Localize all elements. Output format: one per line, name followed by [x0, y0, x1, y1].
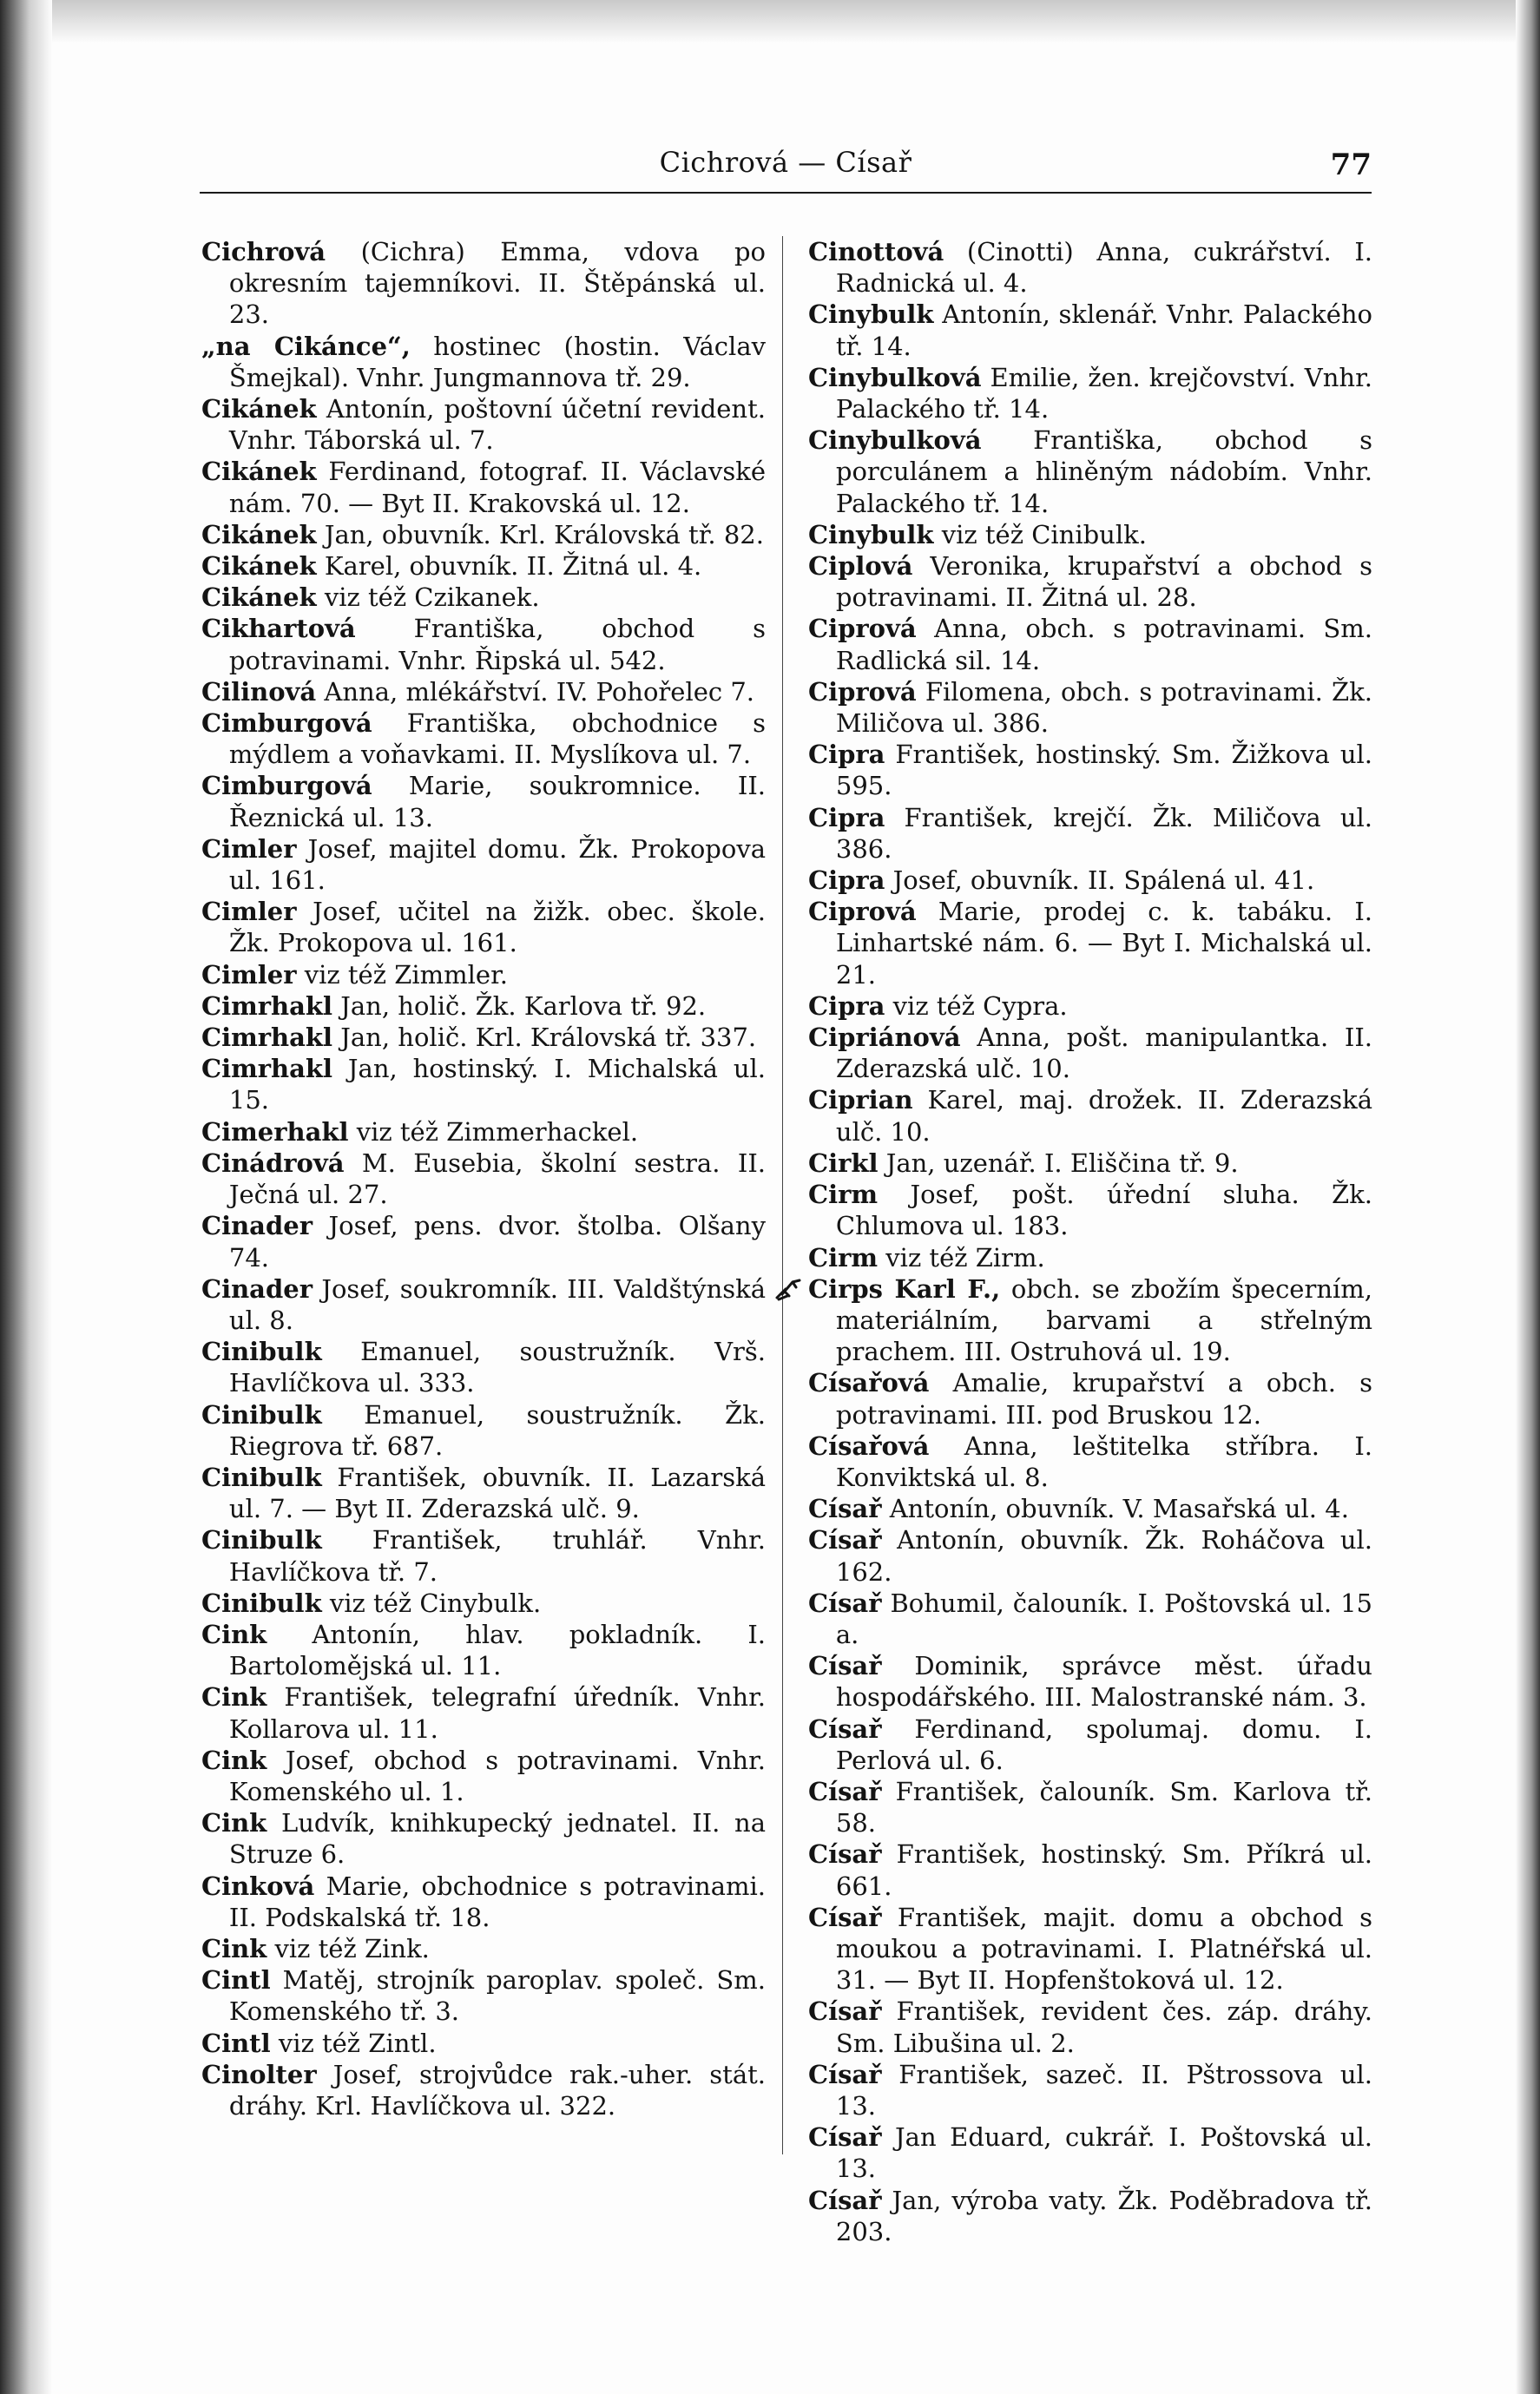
entry-details: hostinec (hostin. Václav Šmejkal). Vnhr. Jungmannova tř. 29. [228, 331, 766, 392]
entry-name: Císař [808, 1839, 882, 1870]
entry-name: Cirkl [808, 1148, 879, 1178]
entry-name: Cinybulk [808, 299, 934, 330]
entry-name: Cimler [201, 833, 297, 864]
entry-details: Josef, pošt. úřední sluha. Žk. Chlumova ul. 183. [835, 1180, 1372, 1241]
directory-entry [808, 2121, 1372, 2184]
entry-name: Cikánek [201, 394, 317, 424]
entry-name: Cikánek [201, 457, 317, 487]
directory-entry [808, 2059, 1372, 2121]
entry-name: Cimrhakl [201, 1054, 333, 1084]
entry-name: Cinybulk [808, 519, 934, 549]
directory-entry [201, 1619, 766, 1681]
entry-name: Cimler [201, 897, 297, 927]
directory-entry [808, 1430, 1372, 1493]
entry-name: Císař [808, 1776, 882, 1806]
entry-name: Císař [808, 1996, 882, 2027]
entry-details: obch. se zbožím špecerním, materiálním, barvami a střelným prachem. III. Ostruhová ul. 19. [835, 1273, 1373, 1367]
entry-details: viz též Zimmler. [296, 959, 508, 990]
entry-name: Cipra [808, 865, 885, 896]
entry-name: „na Cikánce“, [201, 331, 411, 361]
entry-details: František, čalouník. Sm. Karlova tř. 58. [835, 1776, 1372, 1838]
directory-entry [808, 1713, 1372, 1776]
entry-name: Cinader [201, 1211, 313, 1241]
directory-entry [201, 236, 766, 331]
directory-entry [201, 393, 766, 456]
entry-details: Anna, leštitelka stříbra. I. Konviktská ul. 8. [835, 1430, 1372, 1492]
entry-details: viz též Cinibulk. [933, 519, 1147, 549]
directory-entry [808, 896, 1372, 990]
entry-details: František, obuvník. II. Lazarská ul. 7. — Byt II. Zderazská ulč. 9. [228, 1462, 766, 1524]
entry-details: Karel, maj. drožek. II. Zderazská ulč. 10. [835, 1085, 1372, 1147]
directory-entry [201, 676, 766, 707]
entry-details: Josef, učitel na žižk. obec. škole. Žk. Prokopova ul. 161. [228, 897, 766, 958]
directory-entry [201, 1116, 766, 1148]
directory-entry [201, 1524, 766, 1587]
entry-details: Veronika, krupařství a obchod s potravinami. II. Žitná ul. 28. [835, 551, 1372, 613]
entry-details: Anna, obch. s potravinami. Sm. Radlická sil. 14. [835, 614, 1372, 675]
entry-name: Cikánek [201, 582, 317, 613]
entry-name: Ciprová [808, 676, 917, 707]
directory-entry [808, 299, 1372, 361]
directory-entry [808, 1996, 1372, 2058]
entry-details: Josef, majitel domu. Žk. Prokopova ul. 161. [228, 833, 766, 896]
entry-name: Cirps Karl F., [808, 1273, 1001, 1304]
entry-name: Cimler [201, 959, 297, 990]
entry-name: Císař [808, 1494, 882, 1524]
directory-entry [201, 1588, 766, 1619]
entry-name: Cirm [808, 1180, 879, 1210]
entry-details: Ludvík, knihkupecký jednatel. II. na Struze 6. [228, 1808, 766, 1870]
entry-details: František, truhlář. Vnhr. Havlíčkova tř. 7. [228, 1525, 766, 1587]
entry-name: Cimrhakl [201, 990, 333, 1021]
entry-name: Ciprian [808, 1085, 913, 1115]
entry-details: Karel, obuvník. II. Žitná ul. 4. [316, 551, 702, 582]
entry-details: viz též Czikanek. [316, 582, 540, 613]
entry-details: František, hostinský. Sm. Příkrá ul. 661. [835, 1839, 1372, 1901]
directory-entry [201, 1336, 766, 1398]
entry-name: Cink [201, 1619, 267, 1649]
directory-entry [808, 519, 1372, 550]
entry-details: (Cinotti) Anna, cukrářství. I. Radnická ul. 4. [835, 237, 1372, 299]
entry-details: František, revident čes. záp. dráhy. Sm. Libušina ul. 2. [835, 1996, 1372, 2058]
directory-entry [808, 1242, 1372, 1273]
entry-name: Cipra [808, 740, 885, 770]
directory-entry [808, 1022, 1372, 1084]
entry-name: Cinibulk [201, 1462, 322, 1492]
directory-entry [201, 331, 766, 393]
entry-details: viz též Cinybulk. [321, 1588, 542, 1618]
entry-name: Císař [808, 1525, 882, 1555]
entry-name: Cinybulková [808, 425, 982, 456]
entry-details: Emanuel, soustružník. Vrš. Havlíčkova ul. 333. [228, 1337, 766, 1398]
entry-name: Císař [808, 1713, 882, 1744]
directory-entry [201, 707, 766, 770]
entry-name: Cinader [201, 1273, 313, 1304]
directory-entry [808, 236, 1372, 299]
scan-shadow-right [1516, 0, 1540, 2394]
entry-name: Cink [201, 1808, 267, 1838]
entry-details: Jan, holič. Žk. Karlova tř. 92. [332, 990, 707, 1021]
entry-name: Císař [808, 1902, 882, 1932]
entry-name: Císařová [808, 1430, 930, 1461]
entry-details: František, telegrafní úředník. Vnhr. Kollarova ul. 11. [228, 1682, 766, 1744]
entry-details: Matěj, strojník paroplav. společ. Sm. Komenského tř. 3. [228, 1965, 766, 2027]
entry-name: Císař [808, 1588, 882, 1618]
directory-entry [201, 550, 766, 582]
directory-entry [808, 2185, 1372, 2247]
entry-details: Jan, hostinský. I. Michalská ul. 15. [228, 1054, 766, 1115]
directory-entry [201, 833, 766, 896]
directory-entry [201, 1807, 766, 1870]
entry-details: viz též Cypra. [885, 990, 1068, 1021]
directory-entry [201, 1871, 766, 1933]
entry-details: Anna, mlékářství. IV. Pohořelec 7. [316, 676, 755, 707]
entry-name: Cilinová [201, 676, 317, 707]
entry-details: Ferdinand, spolumaj. domu. I. Perlová ul. 6. [835, 1713, 1372, 1775]
entry-name: Ciplová [808, 551, 913, 582]
entry-name: Císař [808, 2185, 882, 2215]
entry-details: Františka, obchod s potravinami. Vnhr. Řipská ul. 542. [228, 614, 766, 675]
entry-details: Emilie, žen. krejčovství. Vnhr. Palackého tř. 14. [835, 362, 1372, 424]
entry-details: Anna, pošt. manipulantka. II. Zderazská ulč. 10. [835, 1023, 1372, 1084]
entry-name: Cimburgová [201, 708, 372, 739]
directory-entry [808, 739, 1372, 801]
entry-details: Antonín, obuvník. V. Masařská ul. 4. [881, 1494, 1349, 1524]
entry-details: (Cichra) Emma, vdova po okresním tajemníkovi. II. Štěpánská ul. 23. [228, 237, 766, 330]
entry-name: Císařová [808, 1368, 930, 1398]
entry-details: Josef, strojvůdce rak.-uher. stát. dráhy. Krl. Havlíčkova ul. 322. [228, 2059, 766, 2121]
directory-entry [201, 1964, 766, 2027]
entry-name: Cinádrová [201, 1148, 345, 1178]
entry-name: Cimburgová [201, 771, 372, 801]
entry-details: viz též Zintl. [270, 2028, 437, 2058]
directory-entry [201, 519, 766, 550]
directory-entry [808, 424, 1372, 519]
entry-name: Cimrhakl [201, 1023, 333, 1053]
entry-details: Bohumil, čalouník. I. Poštovská ul. 15 a. [835, 1588, 1372, 1649]
entry-details: viz též Zirm. [878, 1242, 1045, 1273]
directory-entry [201, 1053, 766, 1115]
entry-details: Jan, holič. Krl. Královská tř. 337. [332, 1023, 757, 1053]
entry-name: Cipriánová [808, 1023, 961, 1053]
directory-entry [201, 613, 766, 675]
page-header [200, 146, 1372, 194]
entry-name: Císař [808, 2059, 882, 2089]
entry-details: Josef, pens. dvor. štolba. Olšany 74. [228, 1211, 766, 1273]
scan-shadow-left [0, 0, 52, 2394]
entry-name: Cipra [808, 990, 885, 1021]
entry-details: Františka, obchod s porculánem a hliněným nádobím. Vnhr. Palackého tř. 14. [835, 425, 1372, 518]
column-divider [782, 236, 783, 2154]
entry-name: Cikánek [201, 551, 317, 582]
page-number: 77 [1330, 148, 1372, 182]
entry-details: Ferdinand, fotograf. II. Václavské nám. 70. — Byt II. Krakovská ul. 12. [228, 457, 766, 518]
right-column [808, 236, 1372, 2247]
directory-entry [201, 1399, 766, 1462]
entry-name: Cinibulk [201, 1525, 322, 1555]
entry-name: Cichrová [201, 237, 326, 266]
scan-shadow-top [0, 0, 1540, 43]
directory-entry [201, 896, 766, 958]
entry-name: Cimerhakl [201, 1116, 349, 1147]
entry-details: Marie, soukromnice. II. Řeznická ul. 13. [228, 771, 766, 832]
directory-entry [808, 990, 1372, 1022]
entry-details: František, krejčí. Žk. Miličova ul. 386. [835, 802, 1372, 864]
entry-name: Cintl [201, 2028, 271, 2058]
directory-entry [808, 613, 1372, 675]
entry-name: Cinibulk [201, 1588, 322, 1618]
directory-entry [201, 2028, 766, 2059]
directory-entry [808, 1179, 1372, 1241]
entry-name: Cikhartová [201, 614, 356, 644]
directory-entry [201, 990, 766, 1022]
entry-details: Jan, obuvník. Krl. Královská tř. 82. [316, 519, 764, 549]
directory-entry [808, 1493, 1372, 1524]
entry-name: Cinibulk [201, 1399, 322, 1430]
entry-name: Cink [201, 1745, 267, 1775]
entry-name: Cinková [201, 1871, 315, 1901]
entry-details: Františka, obchodnice s mýdlem a voňavkami. II. Myslíkova ul. 7. [228, 708, 766, 770]
entry-details: Antonín, hlav. pokladník. I. Bartolomějská ul. 11. [228, 1619, 766, 1681]
entry-details: Antonín, poštovní účetní revident. Vnhr. Táborská ul. 7. [228, 394, 766, 456]
left-column [201, 236, 766, 2121]
entry-details: Josef, soukromník. III. Valdštýnská ul. 8. [228, 1273, 766, 1335]
directory-entry [808, 1588, 1372, 1650]
directory-entry [201, 1745, 766, 1807]
entry-name: Cipra [808, 802, 885, 832]
entry-name: Cinottová [808, 237, 944, 266]
entry-details: Emanuel, soustružník. Žk. Riegrova tř. 687. [228, 1399, 766, 1461]
directory-entry [201, 456, 766, 518]
directory-entry [808, 1148, 1372, 1179]
entry-details: Dominik, správce měst. úřadu hospodářského. III. Malostranské nám. 3. [835, 1651, 1372, 1713]
entry-details: Josef, obchod s potravinami. Vnhr. Komenského ul. 1. [228, 1745, 766, 1806]
directory-entry [201, 2059, 766, 2121]
entry-details: Marie, obchodnice s potravinami. II. Podskalská tř. 18. [228, 1871, 766, 1932]
directory-entry [808, 362, 1372, 424]
entry-name: Ciprová [808, 897, 917, 927]
directory-entry [808, 1650, 1372, 1713]
pointing-hand-icon [773, 1277, 805, 1301]
directory-entry [808, 1084, 1372, 1147]
directory-entry [808, 802, 1372, 865]
directory-entry [201, 770, 766, 832]
entry-name: Cintl [201, 1965, 271, 1996]
entry-details: Antonín, sklenář. Vnhr. Palackého tř. 14. [835, 299, 1372, 361]
entry-details: Jan, výroba vaty. Žk. Poděbradova tř. 203. [835, 2185, 1372, 2246]
entry-details: viz též Zimmerhackel. [348, 1116, 639, 1147]
directory-entry [808, 1524, 1372, 1587]
entry-name: Cinybulková [808, 362, 982, 392]
directory-entry [201, 1148, 766, 1210]
directory-entry [808, 550, 1372, 613]
directory-entry [201, 1462, 766, 1524]
entry-details: Jan, uzenář. I. Eliščina tř. 9. [878, 1148, 1239, 1178]
entry-name: Cinolter [201, 2059, 317, 2089]
entry-name: Císař [808, 1651, 882, 1681]
entry-details: viz též Zink. [267, 1933, 430, 1963]
entry-details: Filomena, obch. s potravinami. Žk. Miličova ul. 386. [835, 676, 1372, 739]
entry-details: Josef, obuvník. II. Spálená ul. 41. [885, 865, 1315, 896]
entry-details: Amalie, krupařství a obch. s potravinami. III. pod Bruskou 12. [835, 1368, 1372, 1430]
directory-entry [808, 1902, 1372, 1996]
entry-name: Cink [201, 1933, 267, 1963]
header-rule [200, 192, 1372, 194]
directory-entry [201, 959, 766, 990]
directory-entry [201, 1273, 766, 1336]
entry-name: Císař [808, 2122, 882, 2153]
directory-entry [808, 1776, 1372, 1838]
directory-entry [201, 1933, 766, 1964]
directory-entry [201, 1681, 766, 1744]
directory-entry [808, 1367, 1372, 1430]
directory-entry [201, 1210, 766, 1273]
running-title: Cichrová — Císař [659, 146, 912, 179]
directory-entry [808, 1838, 1372, 1901]
entry-name: Cinibulk [201, 1337, 322, 1367]
entry-details: František, sazeč. II. Pštrossova ul. 13. [835, 2059, 1372, 2121]
entry-name: Cikánek [201, 519, 317, 549]
directory-entry [808, 865, 1372, 896]
entry-details: Jan Eduard, cukrář. I. Poštovská ul. 13. [835, 2122, 1372, 2184]
entry-name: Ciprová [808, 614, 917, 644]
entry-details: M. Eusebia, školní sestra. II. Ječná ul. 27. [228, 1148, 766, 1210]
directory-entry [808, 676, 1372, 739]
entry-details: Antonín, obuvník. Žk. Roháčova ul. 162. [835, 1525, 1372, 1587]
entry-details: František, hostinský. Sm. Žižkova ul. 595. [835, 740, 1372, 801]
directory-entry [808, 1273, 1372, 1368]
entry-name: Cirm [808, 1242, 879, 1273]
entry-details: František, majit. domu a obchod s moukou a potravinami. I. Platnéřská ul. 31. — Byt II. Hopfenštoková ul. 12. [835, 1902, 1372, 1996]
entry-details: Marie, prodej c. k. tabáku. I. Linhartské nám. 6. — Byt I. Michalská ul. 21. [835, 897, 1372, 990]
entry-name: Cink [201, 1682, 267, 1713]
directory-entry [201, 582, 766, 613]
directory-entry [201, 1022, 766, 1053]
